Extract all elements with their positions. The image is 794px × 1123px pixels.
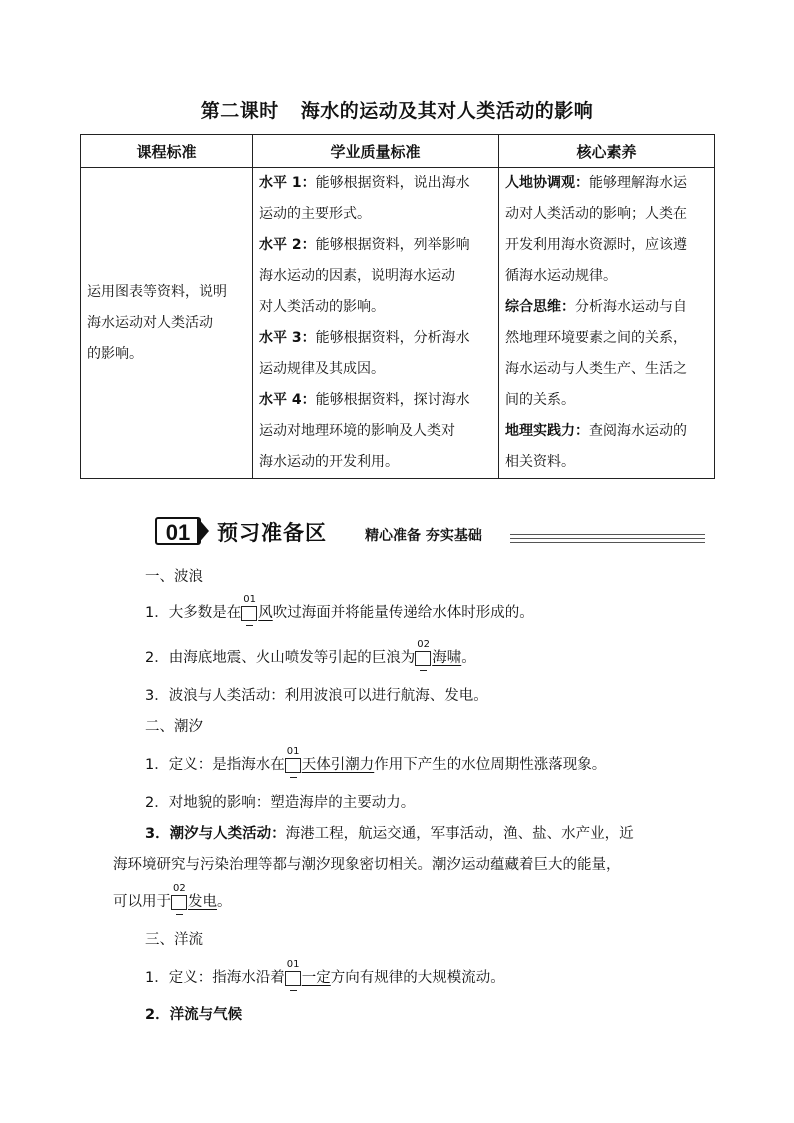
section-title: 预习准备区 — [217, 520, 327, 545]
blank-marker-icon: 02 — [171, 895, 187, 909]
item-waves-1: 1．大多数是在 01 风吹过海面并将能量传递给水体时形成的。 — [145, 601, 534, 622]
answer-text: 一定 — [301, 970, 331, 986]
banner-rule — [510, 542, 705, 543]
item-tides-2: 2．对地貌的影响：塑造海岸的主要动力。 — [145, 795, 416, 811]
answer-text: 海啸 — [432, 650, 462, 666]
banner-rule — [510, 538, 705, 539]
level-label: 水平 4： — [259, 392, 316, 408]
item-tides-3-cont: 海环境研究与污染治理等都与潮汐现象密切相关。潮汐运动蕴藏着巨大的能量， — [113, 857, 621, 873]
core-literacy-cell: 人地协调观：能够理解海水运 动对人类活动的影响；人类在 开发利用海水资源时，应该遵 循海水运动规律。 综合思维：分析海水运动与自 然地理环境要素之间的关系， 海水运动与人类生产、生活之 间的关系。 地理实践力：查阅海水运动的 相关资料。 — [499, 168, 715, 479]
header-core-literacy: 核心素养 — [499, 135, 715, 168]
quality-standard-cell: 水平 1：能够根据资料，说出海水 运动的主要形式。 水平 2：能够根据资料，列举影响 海水运动的因素，说明海水运动 对人类活动的影响。 水平 3：能够根据资料，分析海水 运动规律及其成因。 水平 4：能够根据资料，探讨海水 运动对地理环境的影响及人类对 海水运动的开发利用。 — [253, 168, 499, 479]
heading-tides: 二、潮汐 — [145, 719, 203, 735]
answer-blank — [241, 594, 258, 621]
answer-text: 风 — [258, 605, 273, 621]
header-quality-standard: 学业质量标准 — [253, 135, 499, 168]
header-course-standard: 课程标准 — [81, 135, 253, 168]
level-label: 水平 1： — [259, 175, 316, 191]
page-title — [0, 96, 794, 123]
answer-text: 天体引潮力 — [301, 757, 375, 773]
section-number-badge: 01 — [155, 517, 201, 545]
blank-marker-icon: 02 — [415, 651, 431, 665]
item-tides-3: 3．潮汐与人类活动：海港工程，航运交通，军事活动，渔、盐、水产业，近 — [145, 826, 634, 842]
answer-text: 发电 — [188, 894, 217, 910]
blank-marker-icon: 01 — [241, 606, 257, 620]
banner-rule — [510, 534, 705, 535]
item-currents-1: 1．定义：指海水沿着 01 一定方向有规律的大规模流动。 — [145, 966, 505, 987]
lesson-title: 海水的运动及其对人类活动的影响 — [300, 100, 594, 122]
item-waves-2: 2．由海底地震、火山喷发等引起的巨浪为 02 海啸。 — [145, 646, 476, 667]
standards-table — [80, 134, 715, 479]
level-label: 水平 3： — [259, 330, 316, 346]
literacy-label: 人地协调观： — [505, 175, 589, 191]
blank-marker-icon: 01 — [285, 971, 301, 985]
literacy-label: 地理实践力： — [505, 423, 589, 439]
answer-blank — [285, 959, 302, 986]
badge-arrow — [197, 517, 209, 545]
literacy-label: 综合思维： — [505, 299, 575, 315]
blank-marker-icon: 01 — [285, 758, 301, 772]
answer-blank — [285, 746, 302, 773]
table-body-row — [81, 168, 715, 479]
item-waves-3: 3．波浪与人类活动：利用波浪可以进行航海、发电。 — [145, 688, 488, 704]
item-currents-2: 2．洋流与气候 — [145, 1007, 243, 1023]
level-label: 水平 2： — [259, 237, 316, 253]
answer-blank — [415, 639, 432, 666]
section-subtitle: 精心准备 夯实基础 — [365, 528, 482, 544]
heading-waves: 一、波浪 — [145, 569, 203, 585]
table-header-row — [81, 135, 715, 168]
course-standard-cell: 运用图表等资料，说明 海水运动对人类活动 的影响。 — [81, 168, 253, 479]
answer-blank — [171, 883, 188, 910]
heading-currents: 三、洋流 — [145, 932, 203, 948]
item-tides-3-end: 可以用于 02 发电。 — [113, 890, 232, 911]
lesson-number: 第二课时 — [200, 100, 279, 122]
section-banner — [155, 515, 705, 547]
item-tides-1: 1．定义：是指海水在 01 天体引潮力作用下产生的水位周期性涨落现象。 — [145, 753, 606, 774]
